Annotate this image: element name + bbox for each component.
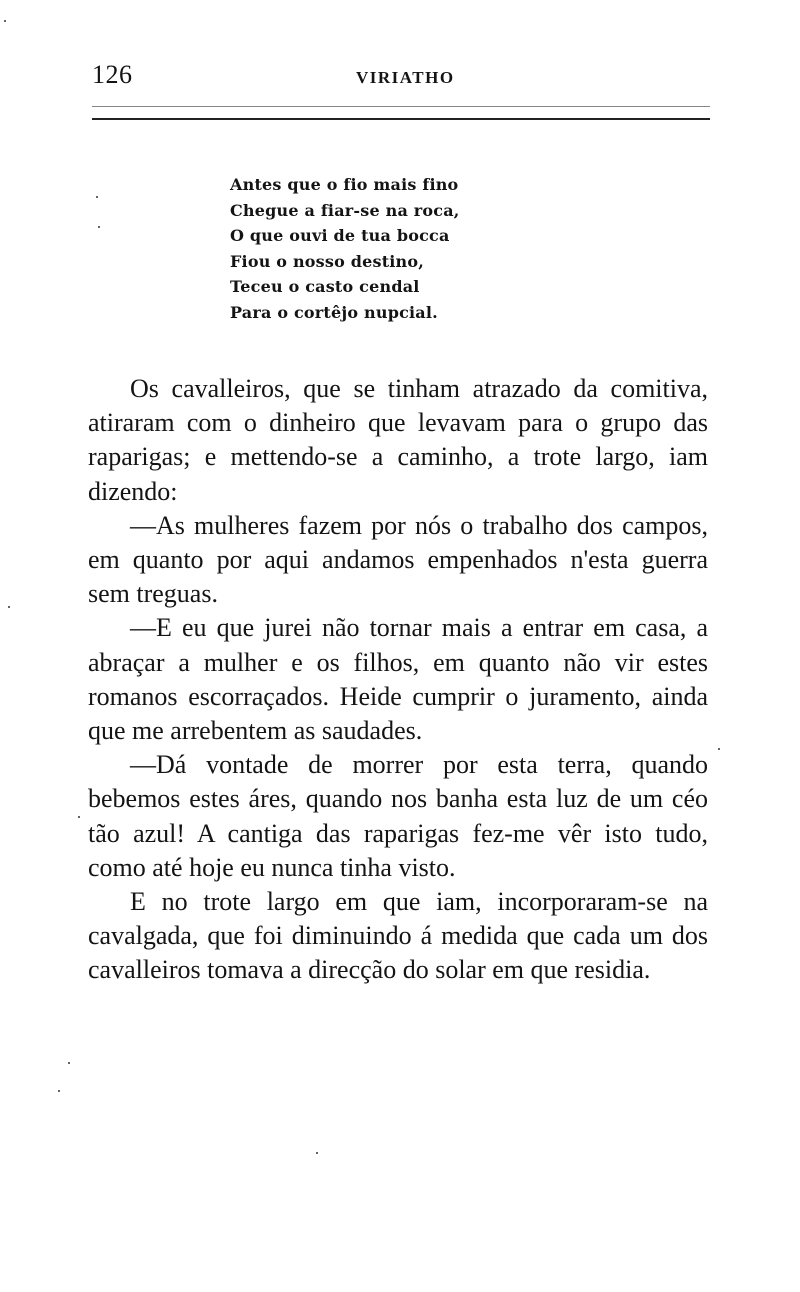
verse-line: O que ouvi de tua bocca <box>230 226 450 246</box>
scan-speck <box>58 1090 60 1092</box>
scan-speck <box>4 20 6 22</box>
page-number: 126 <box>92 60 133 89</box>
paragraph: E no trote largo em que iam, incorporaram-se na cavalgada, que foi diminuindo á medida que cada um dos cavalleiros tomava a direcção do solar em que residia. <box>88 887 708 985</box>
prose-body <box>88 372 708 988</box>
verse-line: Chegue a fiar-se na roca, <box>230 200 460 220</box>
paragraph: —E eu que jurei não tornar mais a entrar em casa, a abraçar a mulher e os filhos, em quanto não vir estes romanos escorraçados. Heide cumprir o juramento, ainda que me arrebentem as saudades. <box>88 613 708 746</box>
verse-line: Antes que o fio mais fino <box>230 175 459 194</box>
scan-speck <box>718 748 720 750</box>
scan-speck <box>8 606 10 608</box>
scan-speck <box>78 816 80 818</box>
paragraph: Os cavalleiros, que se tinham atrazado da comitiva, atiraram com o dinheiro que levavam para o grupo das raparigas; e mettendo-se a caminho, a trote largo, iam dizendo: <box>88 374 708 506</box>
paragraph: —As mulheres fazem por nós o trabalho dos campos, em quanto por aqui andamos empenhados n'esta guerra sem treguas. <box>88 510 708 609</box>
verse-line: Teceu o casto cendal <box>230 277 420 297</box>
verse-line: Fiou o nosso destino, <box>230 251 425 271</box>
paragraph: —Dá vontade de morrer por esta terra, quando bebemos estes áres, quando nos banha esta luz de um céo tão azul! A cantiga das raparigas fez-me vêr isto tudo, como até hoje eu nunca tinha visto. <box>88 750 708 882</box>
verse-stanza <box>230 172 460 326</box>
header-rule-thin <box>92 106 710 107</box>
verse-line: Para o cortêjo nupcial. <box>230 302 438 322</box>
scan-speck <box>98 226 100 228</box>
header-rule-thick <box>92 118 710 120</box>
running-title: VIRIATHO <box>356 68 455 87</box>
scan-speck <box>68 1062 70 1064</box>
scan-speck <box>96 196 98 198</box>
scan-speck <box>316 1152 318 1154</box>
